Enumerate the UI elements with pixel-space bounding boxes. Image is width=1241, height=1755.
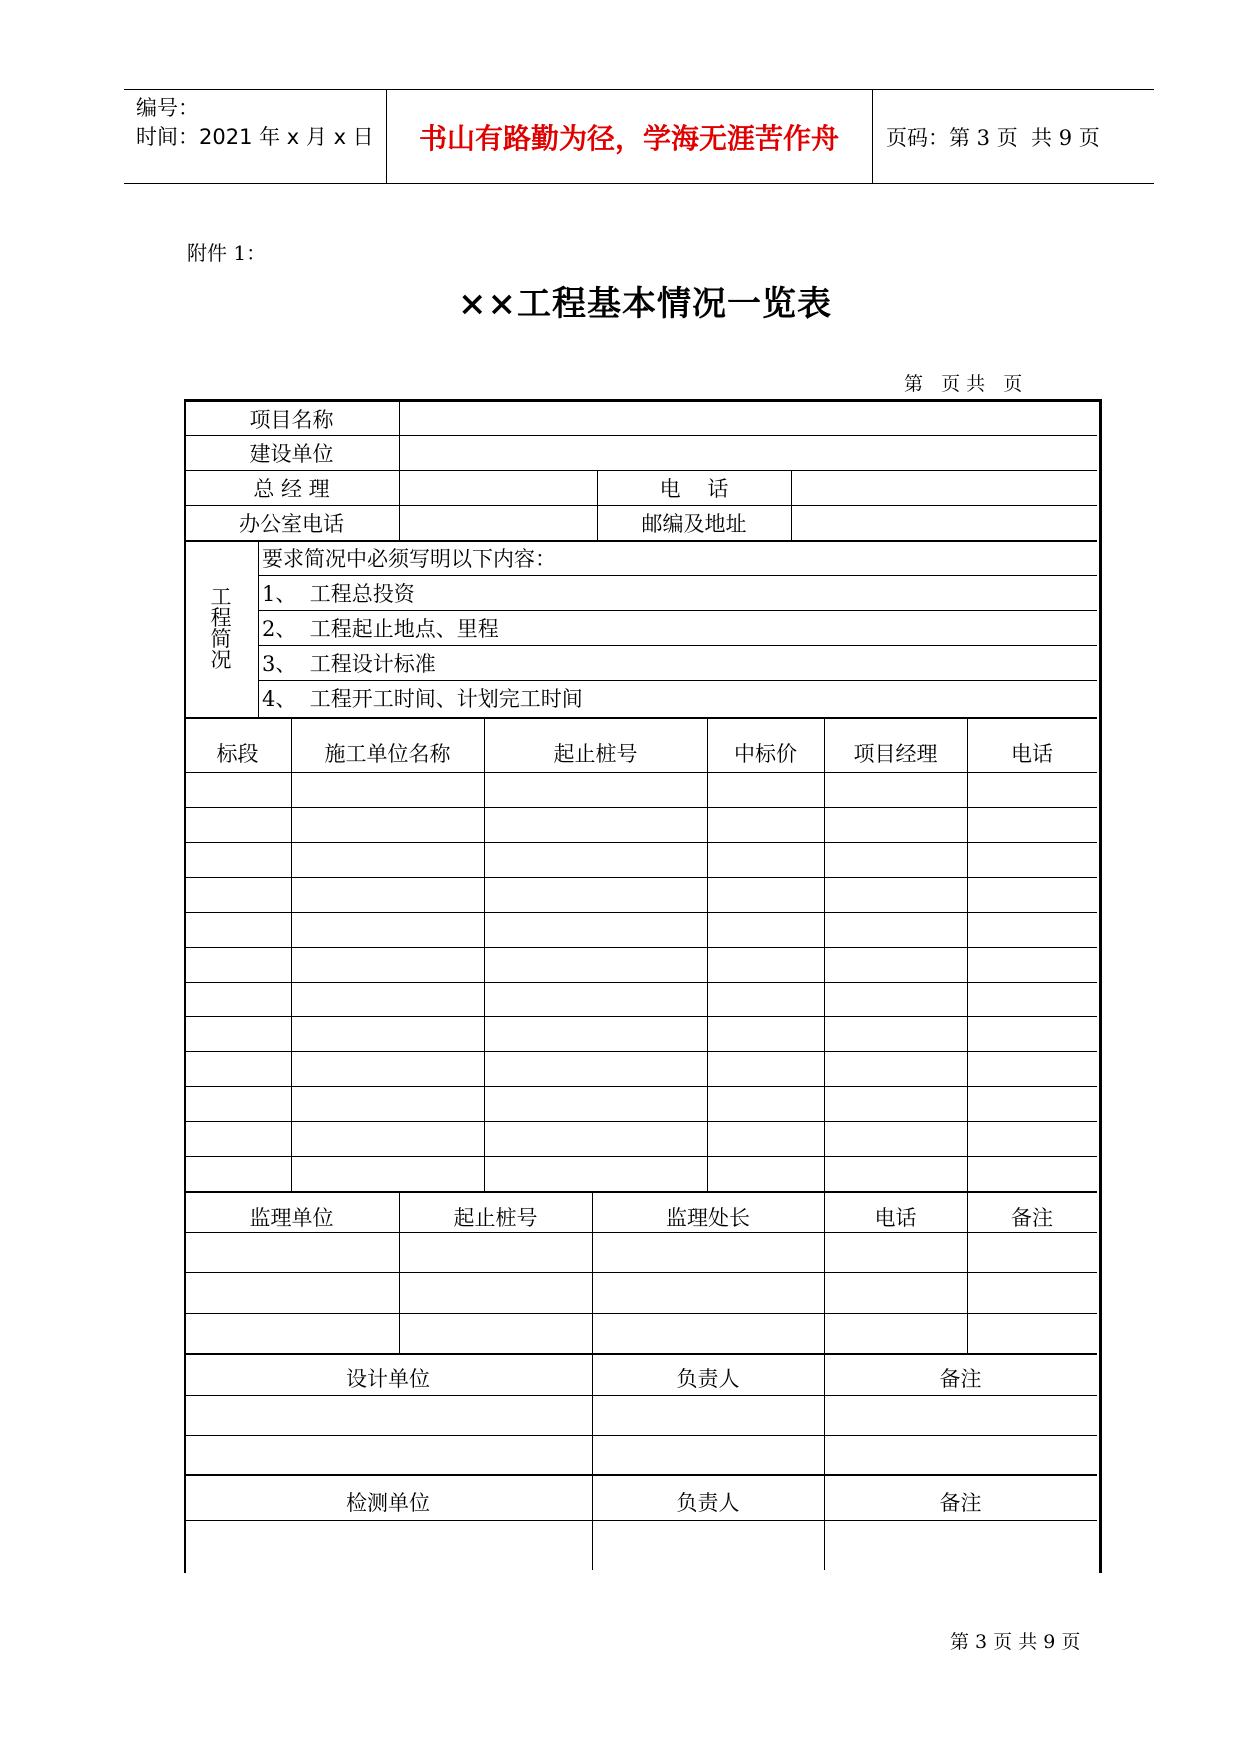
table-rule (184, 505, 1097, 506)
overview-side-char: 工 (210, 584, 232, 609)
table-rule (399, 401, 400, 540)
col-header-phone: 电话 (874, 1205, 917, 1230)
col-header-bid-price: 中标价 (734, 741, 797, 766)
table-rule (184, 1395, 1097, 1396)
table-rule (184, 401, 1097, 402)
header-meta (136, 94, 374, 152)
table-rule (184, 1086, 1097, 1087)
table-rule (258, 575, 1097, 576)
table-rule (184, 877, 1097, 878)
table-rule (184, 1272, 1097, 1273)
table-rule (184, 807, 1097, 808)
table-rule (184, 947, 1097, 948)
phone-label: 电 话 (659, 477, 729, 501)
col-header-remarks: 备注 (939, 1491, 982, 1515)
table-rule (184, 842, 1097, 843)
table-rule (184, 1051, 1097, 1052)
table-rule (184, 1191, 1097, 1193)
table-rule (592, 1353, 593, 1474)
table-rule (258, 680, 1097, 681)
table-rule (184, 540, 1097, 542)
col-header-supervision-chief: 监理处长 (666, 1205, 750, 1230)
col-header-project-manager: 项目经理 (853, 741, 938, 766)
table-rule (592, 1474, 593, 1570)
table-rule (184, 982, 1097, 983)
attachment-label: 附件 1： (187, 241, 267, 265)
postcode-address-label: 邮编及地址 (641, 512, 747, 536)
header-motto: 书山有路勤为径，学海无涯苦作舟 (418, 121, 839, 155)
project-name-label: 项目名称 (249, 407, 334, 432)
table-rule (967, 717, 968, 1191)
table-rule (184, 1016, 1097, 1017)
table-rule (592, 1191, 593, 1353)
table-rule (184, 1520, 1097, 1521)
table-rule (184, 1121, 1097, 1122)
table-rule (291, 717, 292, 1191)
header-page-info: 页码：第 3 页 共 9 页 (886, 125, 1100, 150)
col-header-remarks: 备注 (939, 1367, 982, 1391)
table-rule (484, 717, 485, 1191)
table-rule (184, 1156, 1097, 1157)
overview-side-char: 况 (210, 647, 232, 672)
table-rule (258, 540, 259, 717)
table-rule (258, 645, 1097, 646)
overview-item: 4、 工程开工时间、计划完工时间 (262, 687, 583, 711)
table-rule (184, 717, 1097, 719)
table-rule (967, 1191, 968, 1353)
col-header-section: 标段 (216, 741, 259, 766)
serial-label: 编号： (136, 96, 199, 120)
overview-item: 2、 工程起止地点、里程 (262, 617, 499, 641)
table-rule (399, 1191, 400, 1353)
table-rule (184, 1232, 1097, 1233)
overview-intro: 要求简况中必须写明以下内容： (262, 547, 556, 571)
col-header-contractor: 施工单位名称 (324, 741, 451, 766)
table-rule (824, 1353, 825, 1474)
col-header-responsible-person: 负责人 (676, 1491, 740, 1515)
table-rule (184, 1313, 1097, 1314)
col-header-supervision-unit: 监理单位 (249, 1205, 334, 1230)
page-footer: 第 3 页 共 9 页 (950, 1631, 1081, 1653)
table-rule (824, 1474, 825, 1570)
col-header-testing-unit: 检测单位 (346, 1491, 430, 1515)
project-overview-table (184, 399, 1101, 1570)
table-rule (184, 772, 1097, 773)
overview-side-char: 程 (210, 605, 232, 630)
page-note: 第 页 共 页 (904, 373, 1023, 395)
table-rule (824, 717, 825, 1191)
general-manager-label: 总 经 理 (253, 477, 330, 501)
table-rule (597, 470, 598, 540)
col-header-design-unit: 设计单位 (346, 1367, 430, 1391)
table-rule (258, 610, 1097, 611)
table-rule (791, 470, 792, 540)
table-rule (824, 1191, 825, 1353)
col-header-remarks: 备注 (1011, 1205, 1053, 1230)
page-title: ××工程基本情况一览表 (458, 284, 832, 324)
time-label: 时间：2021 年 x 月 x 日 (136, 125, 374, 149)
col-header-stake-range: 起止桩号 (553, 741, 638, 766)
table-rule (184, 470, 1097, 471)
office-phone-label: 办公室电话 (239, 512, 344, 536)
table-rule (184, 1435, 1097, 1436)
table-rule (184, 435, 1097, 436)
header-divider (872, 90, 873, 183)
col-header-responsible-person: 负责人 (676, 1367, 740, 1391)
col-header-phone: 电话 (1011, 741, 1053, 766)
document-header (124, 89, 1154, 184)
table-rule (184, 1474, 1097, 1476)
table-rule (184, 1353, 1097, 1355)
overview-side-char: 简 (210, 626, 232, 651)
table-rule (184, 912, 1097, 913)
col-header-stake-range: 起止桩号 (453, 1205, 538, 1230)
table-rule (707, 717, 708, 1191)
overview-item: 1、 工程总投资 (262, 582, 415, 606)
construction-unit-label: 建设单位 (249, 442, 334, 466)
overview-item: 3、 工程设计标准 (262, 652, 436, 676)
overview-side-label (184, 541, 258, 716)
